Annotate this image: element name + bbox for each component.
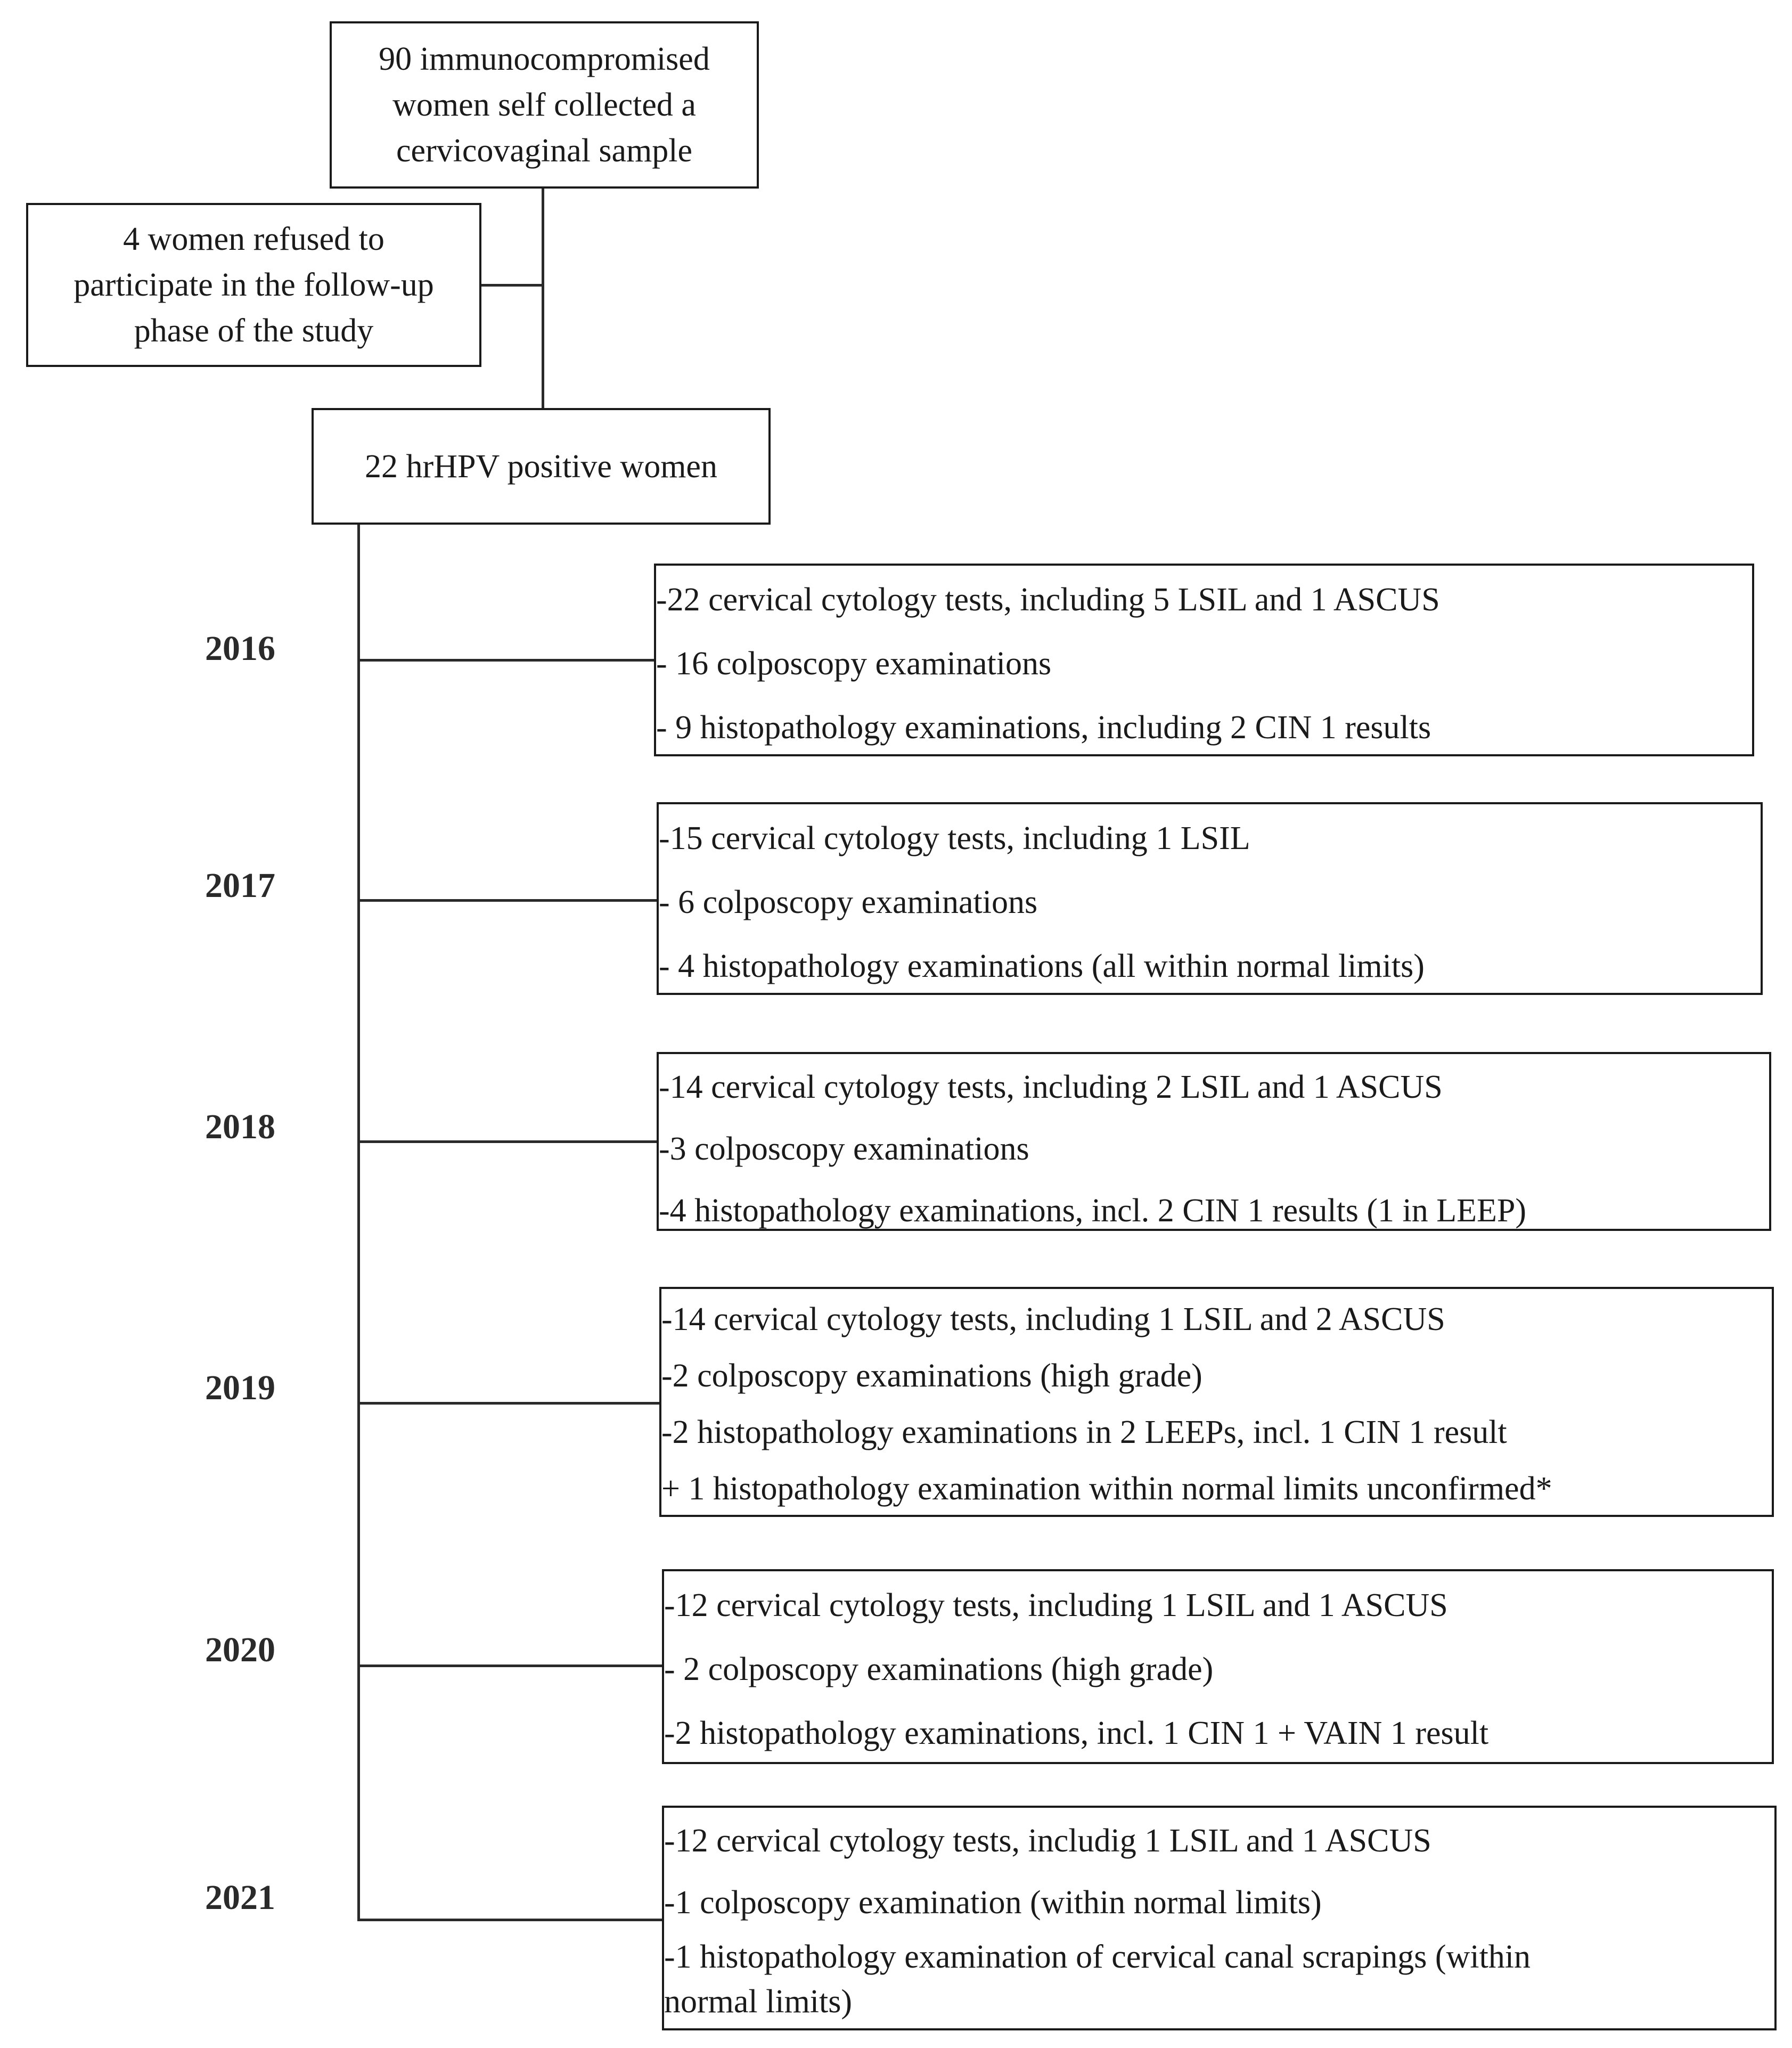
start-line: 90 immunocompromised bbox=[379, 41, 710, 77]
year-box-2021 bbox=[662, 1806, 1777, 2030]
connector-2021 bbox=[358, 1919, 665, 1921]
year-item: -2 colposcopy examinations (high grade) bbox=[661, 1358, 1202, 1394]
year-label-2017: 2017 bbox=[205, 866, 275, 905]
year-item: -2 histopathology examinations, incl. 1 CIN 1 + VAIN 1 result bbox=[664, 1715, 1489, 1751]
positive-line: 22 hrHPV positive women bbox=[365, 448, 717, 485]
year-label-2020: 2020 bbox=[205, 1630, 275, 1669]
year-box-2016 bbox=[654, 564, 1754, 756]
connector-2017 bbox=[358, 899, 657, 902]
year-item: -12 cervical cytology tests, including 1 LSIL and 1 ASCUS bbox=[664, 1587, 1448, 1623]
year-item: + 1 histopathology examination within normal limits unconfirmed* bbox=[661, 1471, 1552, 1507]
connector-start-to-positive bbox=[542, 187, 544, 410]
year-box-2020 bbox=[662, 1569, 1774, 1764]
year-item: - 4 histopathology examinations (all within normal limits) bbox=[659, 948, 1425, 984]
year-item: - 6 colposcopy examinations bbox=[659, 884, 1038, 920]
year-item: -2 histopathology examinations in 2 LEEPs, incl. 1 CIN 1 result bbox=[661, 1414, 1507, 1450]
connector-2020 bbox=[358, 1664, 665, 1667]
refused-box bbox=[26, 203, 481, 367]
year-item: -3 colposcopy examinations bbox=[659, 1131, 1029, 1167]
start-line: cervicovaginal sample bbox=[396, 133, 693, 169]
connector-2016 bbox=[358, 659, 654, 662]
year-item: -12 cervical cytology tests, includig 1 LSIL and 1 ASCUS bbox=[664, 1823, 1431, 1859]
positive-box bbox=[312, 408, 771, 525]
year-box-2017 bbox=[657, 802, 1763, 995]
timeline-spine bbox=[357, 523, 360, 1921]
refused-line: participate in the follow-up bbox=[73, 267, 434, 303]
year-label-2021: 2021 bbox=[205, 1878, 275, 1917]
year-item: -15 cervical cytology tests, including 1 LSIL bbox=[659, 820, 1250, 856]
year-item: - 2 colposcopy examinations (high grade) bbox=[664, 1651, 1214, 1687]
year-item: -14 cervical cytology tests, including 2 LSIL and 1 ASCUS bbox=[659, 1069, 1443, 1105]
start-box bbox=[330, 21, 759, 189]
connector-refused-branch bbox=[479, 284, 543, 287]
year-item: -1 colposcopy examination (within normal limits) bbox=[664, 1884, 1322, 1921]
year-item: -1 histopathology examination of cervical canal scrapings (within bbox=[664, 1939, 1531, 1975]
year-item: -14 cervical cytology tests, including 1 LSIL and 2 ASCUS bbox=[661, 1301, 1445, 1337]
year-item: - 9 histopathology examinations, including 2 CIN 1 results bbox=[656, 709, 1431, 746]
refused-line: 4 women refused to bbox=[123, 221, 384, 257]
start-line: women self collected a bbox=[392, 87, 696, 123]
year-item: - 16 colposcopy examinations bbox=[656, 646, 1052, 682]
year-box-2018 bbox=[657, 1052, 1771, 1231]
connector-2018 bbox=[358, 1140, 657, 1143]
year-label-2018: 2018 bbox=[205, 1107, 275, 1146]
connector-2019 bbox=[358, 1402, 659, 1405]
year-item: normal limits) bbox=[664, 1984, 853, 2020]
year-item: -4 histopathology examinations, incl. 2 CIN 1 results (1 in LEEP) bbox=[659, 1193, 1527, 1229]
year-box-2019 bbox=[659, 1287, 1774, 1517]
year-label-2016: 2016 bbox=[205, 629, 275, 668]
year-item: -22 cervical cytology tests, including 5 LSIL and 1 ASCUS bbox=[656, 582, 1440, 618]
year-label-2019: 2019 bbox=[205, 1368, 275, 1407]
refused-line: phase of the study bbox=[134, 313, 374, 349]
